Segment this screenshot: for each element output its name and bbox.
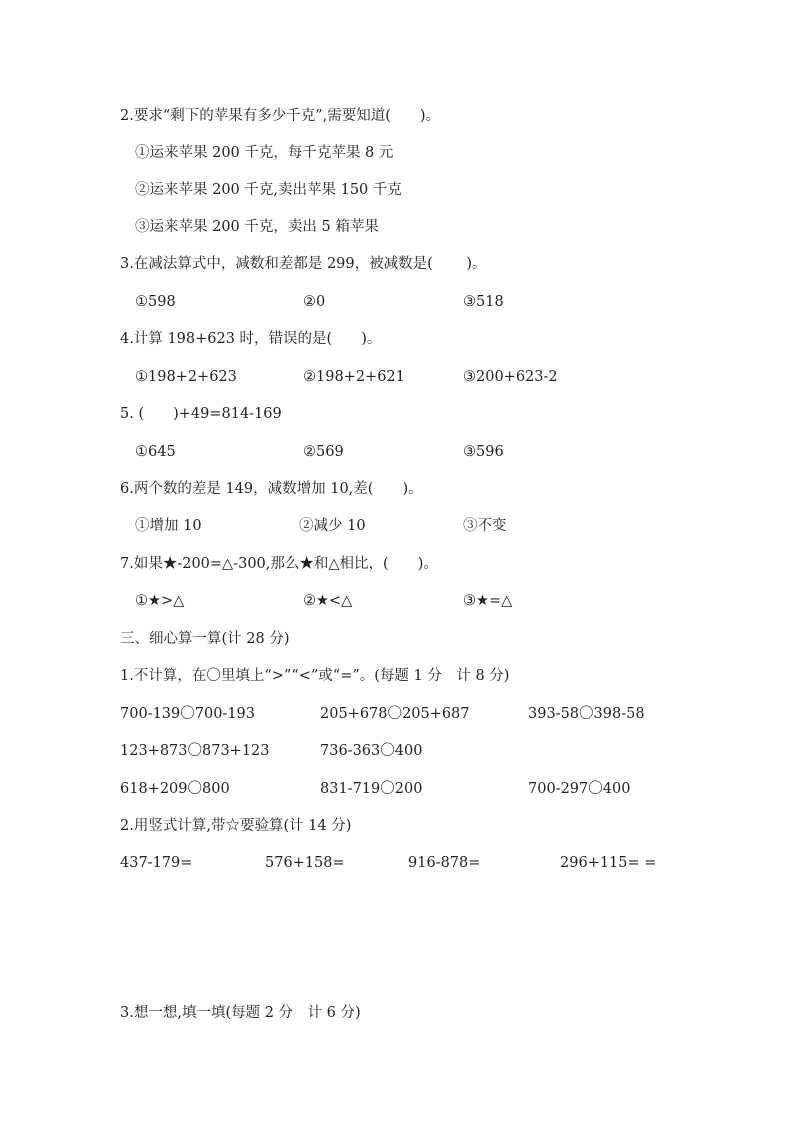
q5-option-1: ①645 [135, 444, 176, 460]
q6-option-2: ②减少 10 [299, 518, 366, 534]
q7-option-2: ②★<△ [303, 593, 353, 609]
q5-option-2: ②569 [303, 444, 344, 460]
compare-1-2: 205+678〇205+687 [320, 706, 470, 722]
compare-3-1: 618+209〇800 [120, 781, 230, 797]
part-2-title: 2.用竖式计算,带☆要验算(计 14 分) [120, 818, 352, 834]
compare-3-3: 700-297〇400 [528, 781, 631, 797]
q6-option-1: ①增加 10 [135, 518, 202, 534]
compare-3-2: 831-719〇200 [320, 781, 423, 797]
calc-item-2: 576+158= [265, 855, 345, 871]
q3-stem: 3.在减法算式中，减数和差都是 299，被减数是( )。 [120, 256, 487, 272]
calc-item-4: 296+115= = [560, 855, 657, 871]
compare-1-1: 700-139〇700-193 [120, 706, 256, 722]
q7-stem: 7.如果★-200=△-300,那么★和△相比，( )。 [120, 556, 438, 572]
compare-2-1: 123+873〇873+123 [120, 743, 270, 759]
calc-item-3: 916-878= [408, 855, 481, 871]
compare-2-2: 736-363〇400 [320, 743, 423, 759]
q2-option-3: ③运来苹果 200 千克，卖出 5 箱苹果 [135, 219, 379, 235]
q7-option-3: ③★=△ [463, 593, 513, 609]
q2-option-2: ②运来苹果 200 千克,卖出苹果 150 千克 [135, 182, 402, 198]
compare-1-3: 393-58〇398-58 [528, 706, 645, 722]
part-1-title: 1.不计算，在〇里填上“>”“<”或“=”。(每题 1 分 计 8 分) [120, 668, 510, 684]
q6-stem: 6.两个数的差是 149，减数增加 10,差( )。 [120, 481, 423, 497]
q4-stem: 4.计算 198+623 时，错误的是( )。 [120, 331, 382, 347]
q6-option-3: ③不变 [463, 518, 507, 534]
q5-option-3: ③596 [463, 444, 504, 460]
section-3-title: 三、细心算一算(计 28 分) [120, 631, 290, 647]
q3-option-1: ①598 [135, 294, 176, 310]
q4-option-1: ①198+2+623 [135, 369, 237, 385]
q4-option-3: ③200+623-2 [463, 369, 558, 385]
q4-option-2: ②198+2+621 [303, 369, 405, 385]
q2-option-1: ①运来苹果 200 千克，每千克苹果 8 元 [135, 145, 394, 161]
q7-option-1: ①★>△ [135, 593, 185, 609]
q3-option-3: ③518 [463, 294, 504, 310]
q3-option-2: ②0 [303, 294, 326, 310]
q2-stem: 2.要求“剩下的苹果有多少千克”,需要知道( )。 [120, 108, 441, 124]
calc-item-1: 437-179= [120, 855, 193, 871]
part-3-title: 3.想一想,填一填(每题 2 分 计 6 分) [120, 1005, 361, 1021]
q5-stem: 5. ( )+49=814-169 [120, 406, 282, 422]
